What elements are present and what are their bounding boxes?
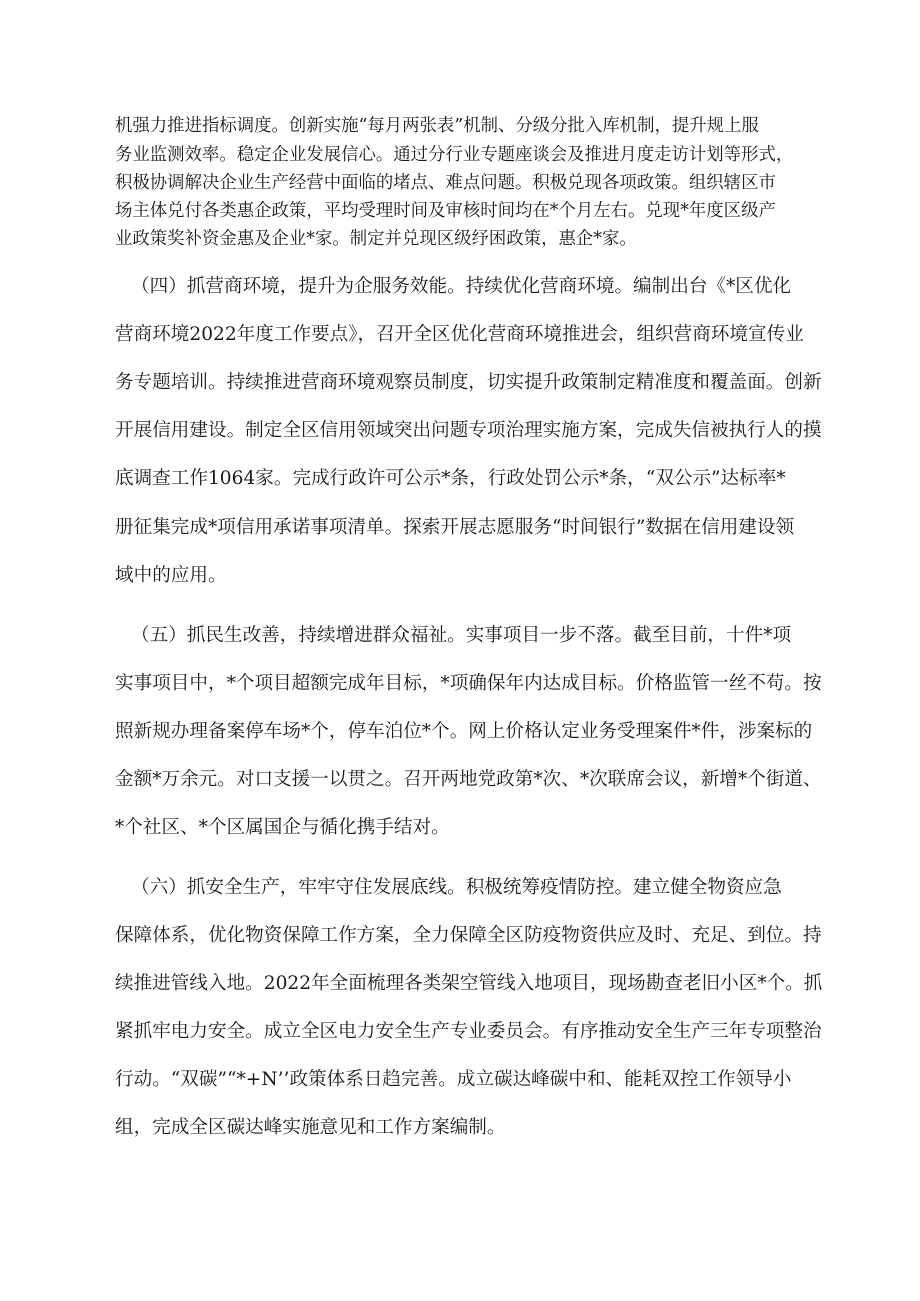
- text-line: 营商环境2022年度工作要点》，召开全区优化营商环境推进会，组织营商环境宣传业: [115, 324, 804, 345]
- text-line: 场主体兑付各类惠企政策，平均受理时间及审核时间均在*个月左右。兑现*年度区级产: [115, 201, 776, 221]
- text-line: 紧抓牢电力安全。成立全区电力安全生产专业委员会。有序推动安全生产三年专项整治: [115, 1021, 822, 1042]
- text-line: 保障体系，优化物资保障工作方案，全力保障全区防疫物资供应及时、充足、到位。持: [115, 925, 822, 946]
- text-line: *个社区、*个区属国企与循化携手结对。: [115, 817, 450, 838]
- text-line: 务专题培训。持续推进营商环境观察员制度，切实提升政策制定精准度和覆盖面。创新: [115, 372, 822, 393]
- text-line: 域中的应用。: [115, 565, 227, 586]
- text-line: 实事项目中，*个项目超额完成年目标，*项确保年内达成目标。价格监管一丝不苟。按: [115, 673, 822, 694]
- text-line: 业政策奖补资金惠及企业*家。制定并兑现区级纾困政策，惠企*家。: [115, 229, 637, 249]
- text-line: 开展信用建设。制定全区信用领域突出问题专项治理实施方案，完成失信被执行人的摸: [115, 420, 822, 441]
- section-heading-line: （六）抓安全生产，牢牢守住发展底线。积极统筹疫情防控。建立健全物资应急: [131, 877, 782, 898]
- text-line: 照新规办理备案停车场*个，停车泊位*个。网上价格认定业务受理案件*件，涉案标的: [115, 721, 813, 742]
- text-line: 续推进管线入地。2022年全面梳理各类架空管线入地项目，现场勘查老旧小区*个。抓: [115, 973, 823, 994]
- text-line: 金额*万余元。对口支援一以贯之。召开两地党政第*次、*次联席会议，新增*个街道、: [115, 769, 822, 790]
- section-heading-line: （五）抓民生改善，持续增进群众福祉。实事项目一步不落。截至目前，十件*项: [131, 625, 792, 646]
- text-line: 积极协调解决企业生产经营中面临的堵点、难点问题。积极兑现各项政策。组织辖区市: [115, 173, 776, 193]
- text-line: 务业监测效率。稳定企业发展信心。通过分行业专题座谈会及推进月度走访计划等形式，: [115, 145, 794, 165]
- text-line: 册征集完成*项信用承诺事项清单。探索开展志愿服务“时间银行”数据在信用建设领: [115, 517, 795, 538]
- text-line: 组，完成全区碳达峰实施意见和工作方案编制。: [115, 1117, 506, 1138]
- text-line: 底调查工作1064家。完成行政许可公示*条，行政处罚公示*条，“双公示”达标率*: [115, 468, 786, 489]
- text-line: 机强力推进指标调度。创新实施“每月两张表”机制、分级分批入库机制，提升规上服: [115, 116, 759, 136]
- section-heading-line: （四）抓营商环境，提升为企服务效能。持续优化营商环境。编制出台《*区优化: [131, 276, 792, 297]
- text-line: 行动。“双碳”“*+N’’政策体系日趋完善。成立碳达峰碳中和、能耗双控工作领导小: [115, 1069, 792, 1090]
